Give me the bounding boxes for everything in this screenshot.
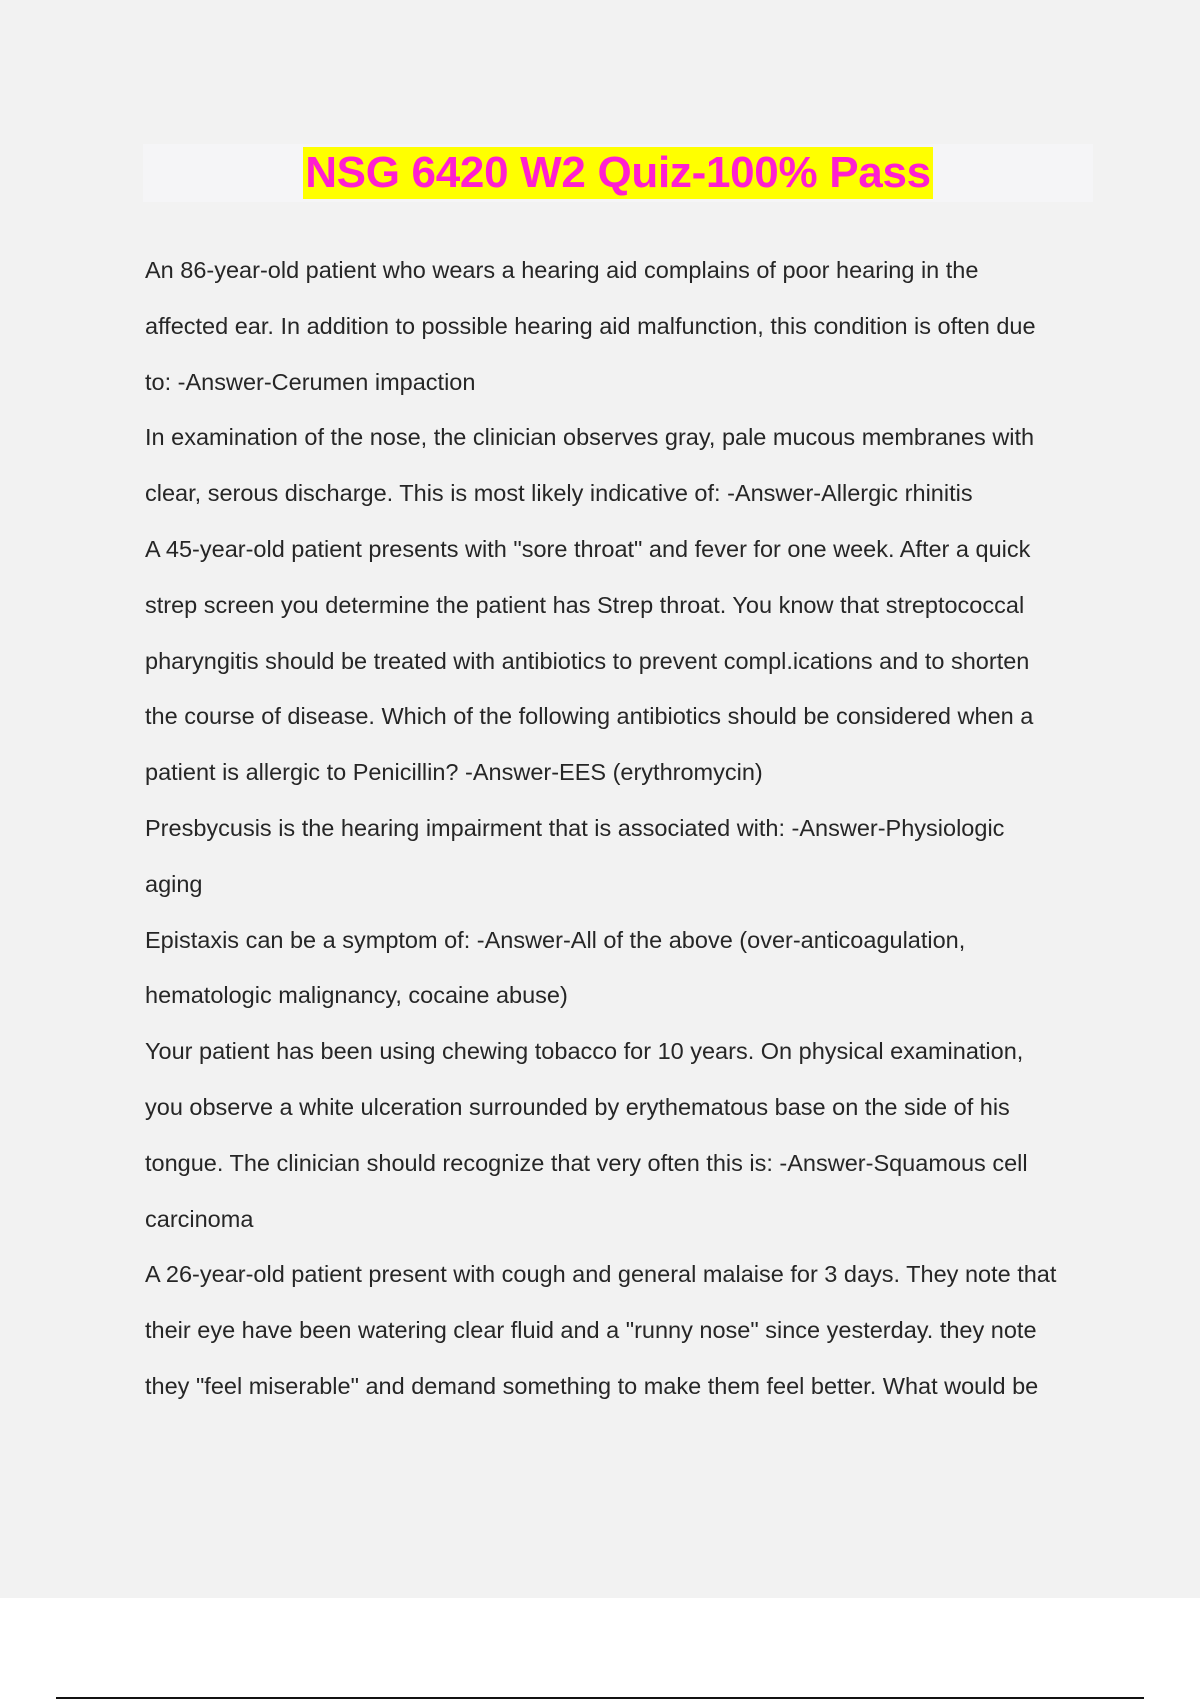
text-line: carcinoma xyxy=(145,1205,254,1232)
text-line: you observe a white ulceration surrounded by erythematous base on the side of his xyxy=(145,1093,1010,1120)
text-line: pharyngitis should be treated with antibiotics to prevent compl.ications and to shorten xyxy=(145,647,1030,674)
text-line: A 26-year-old patient present with cough and general malaise for 3 days. They note that xyxy=(145,1261,1057,1288)
qa-item xyxy=(145,243,1095,410)
qa-item xyxy=(145,1024,1095,1247)
text-line: An 86-year-old patient who wears a hearing aid complains of poor hearing in the xyxy=(145,257,979,283)
document-title: NSG 6420 W2 Quiz-100% Pass xyxy=(305,148,931,197)
qa-item xyxy=(145,522,1095,801)
footer-divider xyxy=(56,1697,1144,1699)
text-line: clear, serous discharge. This is most likely indicative of: -Answer-Allergic rhinitis xyxy=(145,480,973,507)
text-line: tongue. The clinician should recognize that very often this is: -Answer-Squamous cell xyxy=(145,1149,1028,1176)
text-line: In examination of the nose, the clinician observes gray, pale mucous membranes with xyxy=(145,424,1035,451)
text-line: Epistaxis can be a symptom of: -Answer-All of the above (over-anticoagulation, xyxy=(145,926,966,953)
text-line: A 45-year-old patient presents with "sore throat" and fever for one week. After a quick xyxy=(145,535,1031,562)
text-line: aging xyxy=(145,870,203,897)
qa-item xyxy=(145,410,1095,522)
text-line: Your patient has been using chewing tobacco for 10 years. On physical examination, xyxy=(145,1038,1024,1065)
qa-item xyxy=(145,913,1095,1025)
quiz-content xyxy=(145,243,1095,1415)
qa-item xyxy=(145,1247,1095,1414)
text-line: patient is allergic to Penicillin? -Answer-EES (erythromycin) xyxy=(145,759,763,786)
text-line: strep screen you determine the patient has Strep throat. You know that streptococcal xyxy=(145,591,1025,618)
text-line: they "feel miserable" and demand something to make them feel better. What would be xyxy=(145,1372,1039,1399)
title-band xyxy=(143,144,1093,202)
text-line: to: -Answer-Cerumen impaction xyxy=(145,368,476,395)
text-line: Presbycusis is the hearing impairment that is associated with: -Answer-Physiologic xyxy=(145,814,1005,841)
text-line: affected ear. In addition to possible hearing aid malfunction, this condition is often due xyxy=(145,312,1036,339)
text-line: hematologic malignancy, cocaine abuse) xyxy=(145,982,568,1009)
text-line: their eye have been watering clear fluid and a "runny nose" since yesterday. they note xyxy=(145,1317,1037,1344)
qa-item xyxy=(145,801,1095,913)
text-line: the course of disease. Which of the following antibiotics should be considered when a xyxy=(145,703,1034,730)
